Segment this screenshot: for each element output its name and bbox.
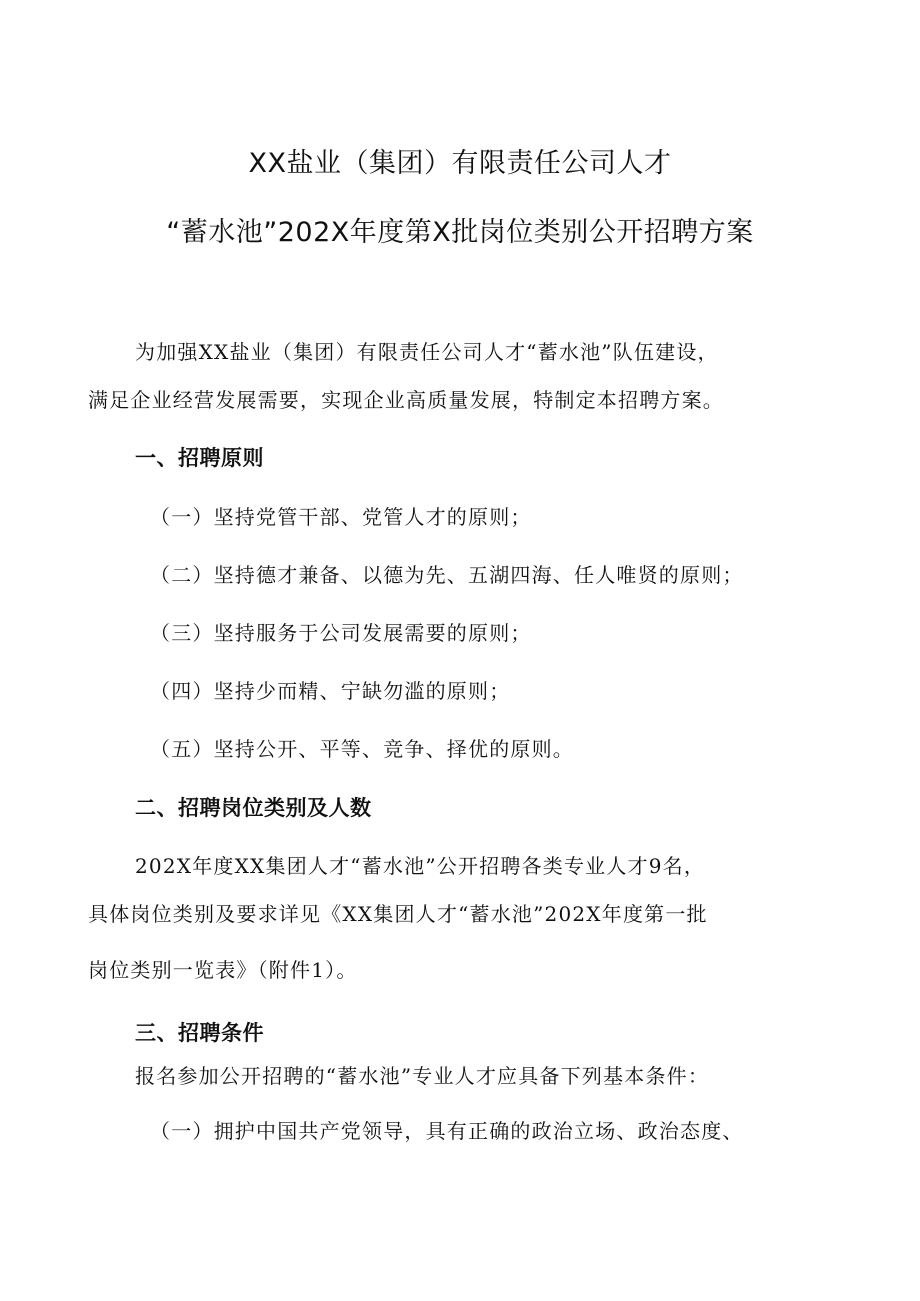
conditions-paragraph-line-1: 报名参加公开招聘的“蓄水池”专业人才应具备下列基本条件： [135,1064,710,1088]
positions-paragraph-line-1: 202X年度XX集团人才“蓄水池”公开招聘各类专业人才9名， [135,854,706,878]
section-heading-positions-and-headcount: 二、招聘岗位类别及人数 [135,796,372,820]
section-heading-recruitment-conditions: 三、招聘条件 [135,1021,264,1045]
principle-item-1: （一）坚持党管干部、党管人才的原则； [150,505,532,529]
section-heading-recruitment-principles: 一、招聘原则 [135,446,264,470]
document-title-line-2: “蓄水池”202X年度第X批岗位类别公开招聘方案 [166,217,754,248]
principle-item-2: （二）坚持德才兼备、以德为先、五湖四海、任人唯贤的原则； [150,563,744,587]
intro-paragraph-line-2: 满足企业经营发展需要，实现企业高质量发展，特制定本招聘方案。 [88,388,724,412]
principle-item-5: （五）坚持公开、平等、竞争、择优的原则。 [150,737,574,761]
document-title-line-1: XX盐业（集团）有限责任公司人才 [248,148,672,179]
conditions-item-1: （一）拥护中国共产党领导，具有正确的政治立场、政治态度、 [150,1119,744,1143]
principle-item-4: （四）坚持少而精、宁缺勿滥的原则； [150,679,511,703]
principle-item-3: （三）坚持服务于公司发展需要的原则； [150,621,532,645]
positions-paragraph-line-2: 具体岗位类别及要求详见《XX集团人才“蓄水池”202X年度第一批 [88,902,708,926]
intro-paragraph-line-1: 为加强XX盐业（集团）有限责任公司人才“蓄水池”队伍建设， [135,340,719,364]
positions-paragraph-line-3: 岗位类别一览表》（附件1）。 [88,958,358,982]
